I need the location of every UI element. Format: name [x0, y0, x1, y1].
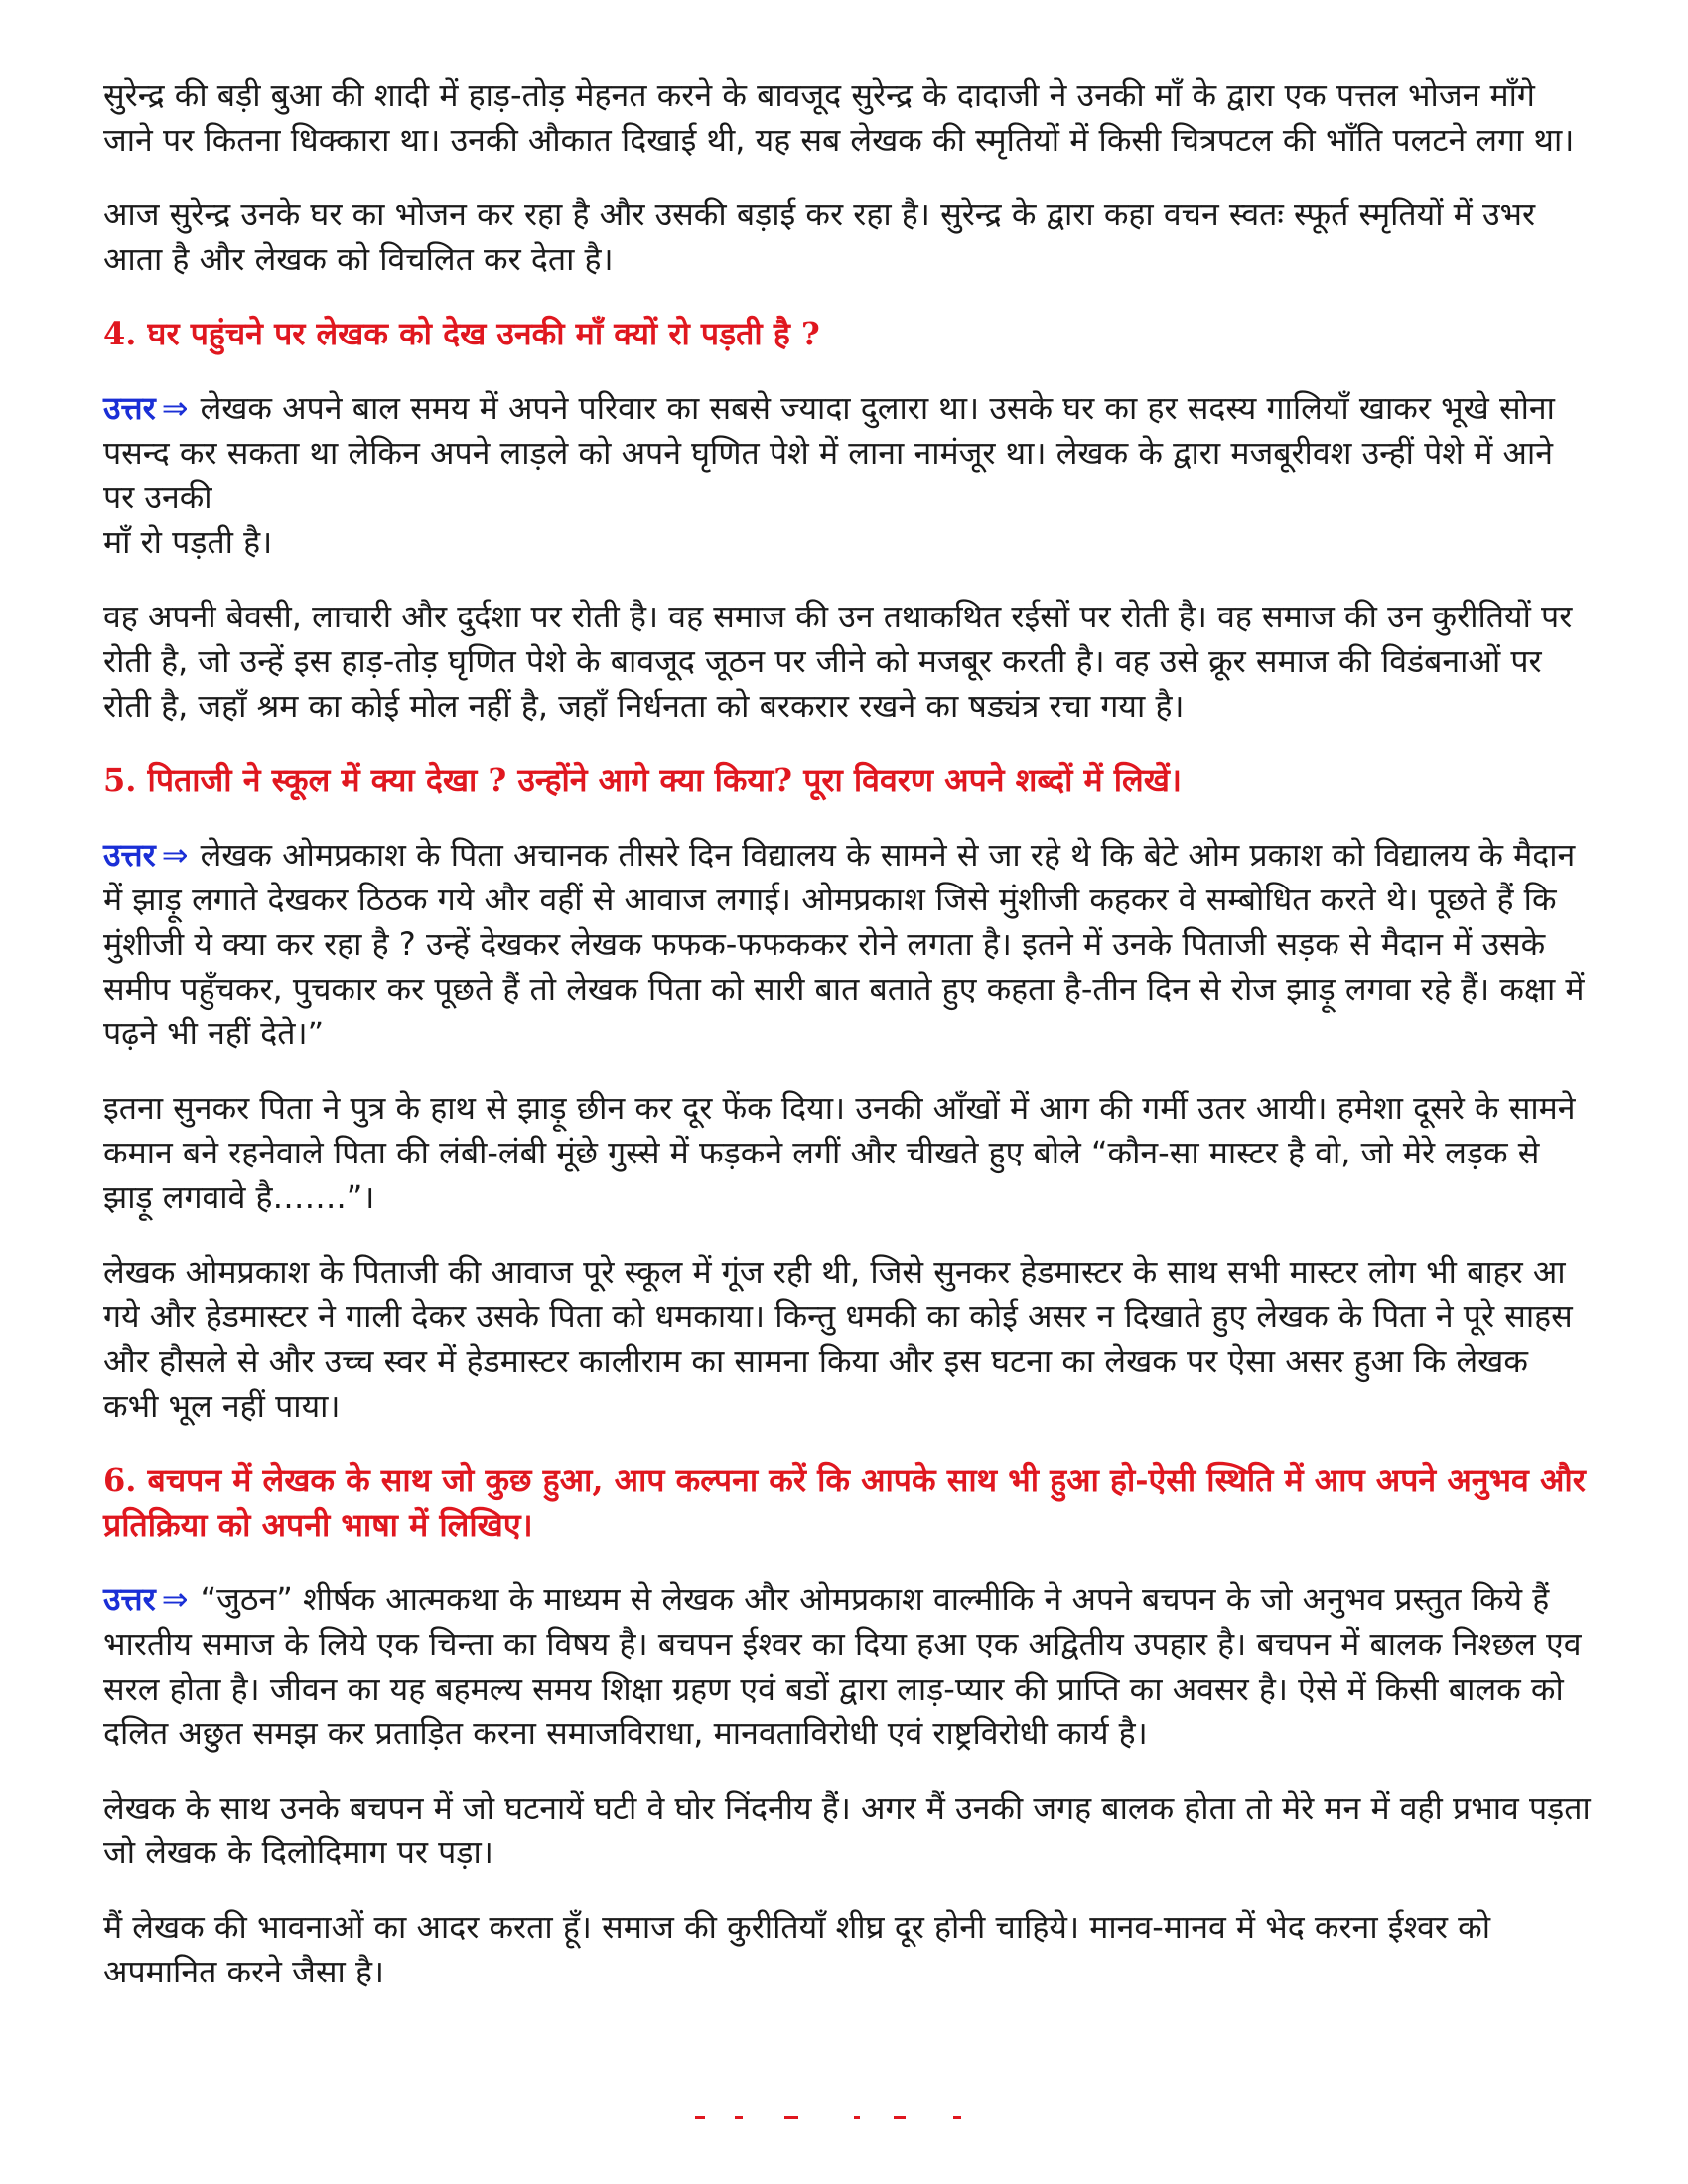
footer-dash: [695, 2116, 705, 2119]
question-5: 5. पिताजी ने स्कूल में क्या देखा ? उन्होंने आगे क्या किया? पूरा विवरण अपने शब्दों में लिखें।: [103, 761, 1183, 799]
arrow-icon: ⇒: [161, 389, 189, 427]
paragraph: सुरेन्द्र की बड़ी बुआ की शादी में हाड़-तोड़ मेहनत करने के बावजूद सुरेन्द्र के दादाजी ने उनकी माँ के द्वारा एक पत्तल भोजन माँगे जाने पर कितना धिक्कारा था। उनकी औकात दिखाई थी, यह सब लेखक की स्मृतियों में किसी चित्रपटल की भाँति पलटने लगा था।: [103, 76, 1575, 159]
footer-dash: [894, 2116, 906, 2119]
footer-dash: [735, 2116, 743, 2119]
answer-text: “जुठन” शीर्षक आत्मकथा के माध्यम से लेखक और ओमप्रकाश वाल्मीकि ने अपने बचपन के जो अनुभव प्रस्तुत किये हैं भारतीय समाज के लिये एक चिन्ता का विषय है। बचपन ईश्वर का दिया हआ एक अद्वितीय उपहार है। बचपन में बालक निश्छल एव सरल होता है। जीवन का यह बहमल्य समय शिक्षा ग्रहण एवं बडों द्वारा लाड़-प्यार की प्राप्ति का अवसर है। ऐसे में किसी बालक को दलित अछुत समझ कर प्रताड़ित करना समाजविराधा, मानवताविरोधी एवं राष्ट्रविरोधी कार्य है।: [103, 1580, 1582, 1752]
paragraph: माँ रो पड़ती है।: [103, 523, 273, 561]
answer-label: उत्तर: [103, 836, 156, 874]
footer-dash: [854, 2116, 860, 2119]
footer-divider: [695, 2116, 993, 2120]
paragraph: मैं लेखक की भावनाओं का आदर करता हूँ। समाज की कुरीतियाँ शीघ्र दूर होनी चाहिये। मानव-मानव में भेद करना ईश्वर को अपमानित करने जैसा है।: [103, 1908, 1491, 1990]
answer-text: लेखक ओमप्रकाश के पिता अचानक तीसरे दिन विद्यालय के सामने से जा रहे थे कि बेटे ओम प्रकाश को विद्यालय के मैदान में झाड़ू लगाते देखकर ठिठक गये और वहीं से आवाज लगाई। ओमप्रकाश जिसे मुंशीजी कहकर वे सम्बोधित करते थे। पूछते हैं कि मुंशीजी ये क्या कर रहा है ? उन्हें देखकर लेखक फफक-फफककर रोने लगता है। इतने में उनके पिताजी सड़क से मैदान में उसके समीप पहुँचकर, पुचकार कर पूछते हैं तो लेखक पिता को सारी बात बताते हुए कहता है-तीन दिन से रोज झाड़ू लगवा रहे हैं। कक्षा में पढ़ने भी नहीं देते।”: [103, 836, 1585, 1052]
paragraph: लेखक के साथ उनके बचपन में जो घटनायें घटी वे घोर निंदनीय हैं। अगर मैं उनकी जगह बालक होता तो मेरे मन में वही प्रभाव पड़ता जो लेखक के दिलोदिमाग पर पड़ा।: [103, 1789, 1591, 1871]
question-6: 6. बचपन में लेखक के साथ जो कुछ हुआ, आप कल्पना करें कि आपके साथ भी हुआ हो-ऐसी स्थिति में आप अपने अनुभव और प्रतिक्रिया को अपनी भाषा में लिखिए।: [103, 1461, 1586, 1544]
arrow-icon: ⇒: [161, 1580, 189, 1618]
paragraph: इतना सुनकर पिता ने पुत्र के हाथ से झाड़ू छीन कर दूर फेंक दिया। उनकी आँखों में आग की गर्मी उतर आयी। हमेशा दूसरे के सामने कमान बने रहनेवाले पिता की लंबी-लंबी मूंछे गुस्से में फड़कने लगीं और चीखते हुए बोले “कौन-सा मास्टर है वो, जो मेरे लड़क से झाड़ू लगवावे है…….”।: [103, 1089, 1576, 1216]
paragraph: लेखक ओमप्रकाश के पिताजी की आवाज पूरे स्कूल में गूंज रही थी, जिसे सुनकर हेडमास्टर के साथ सभी मास्टर लोग भी बाहर आ गये और हेडमास्टर ने गाली देकर उसके पिता को धमकाया। किन्तु धमकी का कोई असर न दिखाते हुए लेखक के पिता ने पूरे साहस: [103, 1253, 1573, 1335]
paragraph: वह अपनी बेवसी, लाचारी और दुर्दशा पर रोती है। वह समाज की उन तथाकथित रईसों पर रोती है। वह समाज की उन कुरीतियों पर रोती है, जो उन्हें इस हाड़-तोड़ घृणित पेशे के बावजूद जूठन पर जीने को मजबूर करती है। वह उसे क्रूर समाज की विडंबनाओं पर रोती है, जहाँ श्रम का कोई मोल नहीं है, जहाँ निर्धनता को बरकरार रखने का षड्यंत्र रचा गया है।: [103, 598, 1573, 725]
answer-label: उत्तर: [103, 1580, 156, 1618]
paragraph: आज सुरेन्द्र उनके घर का भोजन कर रहा है और उसकी बड़ाई कर रहा है। सुरेन्द्र के द्वारा कहा वचन स्वतः स्फूर्त स्मृतियों में उभर आता है और लेखक को विचलित कर देता है।: [103, 196, 1536, 278]
arrow-icon: ⇒: [161, 836, 189, 874]
answer-5-paragraph: [103, 833, 1593, 1056]
footer-dash: [784, 2116, 798, 2119]
answer-label: उत्तर: [103, 389, 156, 427]
answer-6-paragraph: [103, 1577, 1593, 1756]
footer-dash: [953, 2116, 961, 2119]
document-page: [103, 73, 1593, 2024]
answer-4-paragraph: [103, 386, 1593, 520]
answer-text: लेखक अपने बाल समय में अपने परिवार का सबसे ज्यादा दुलारा था। उसके घर का हर सदस्य गालियाँ खाकर भूखे सोना पसन्द कर सकता था लेकिन अपने लाड़ले को अपने घृणित पेशे में लाना नामंजूर था। लेखक के द्वारा मजबूरीवश उन्हीं पेशे में आने पर उनकी: [103, 389, 1555, 516]
question-4: 4. घर पहुंचने पर लेखक को देख उनकी माँ क्यों रो पड़ती है ?: [103, 315, 820, 352]
paragraph: और हौसले से और उच्च स्वर में हेडमास्टर कालीराम का सामना किया और इस घटना का लेखक पर ऐसा असर हुआ कि लेखक कभी भूल नहीं पाया।: [103, 1342, 1528, 1425]
